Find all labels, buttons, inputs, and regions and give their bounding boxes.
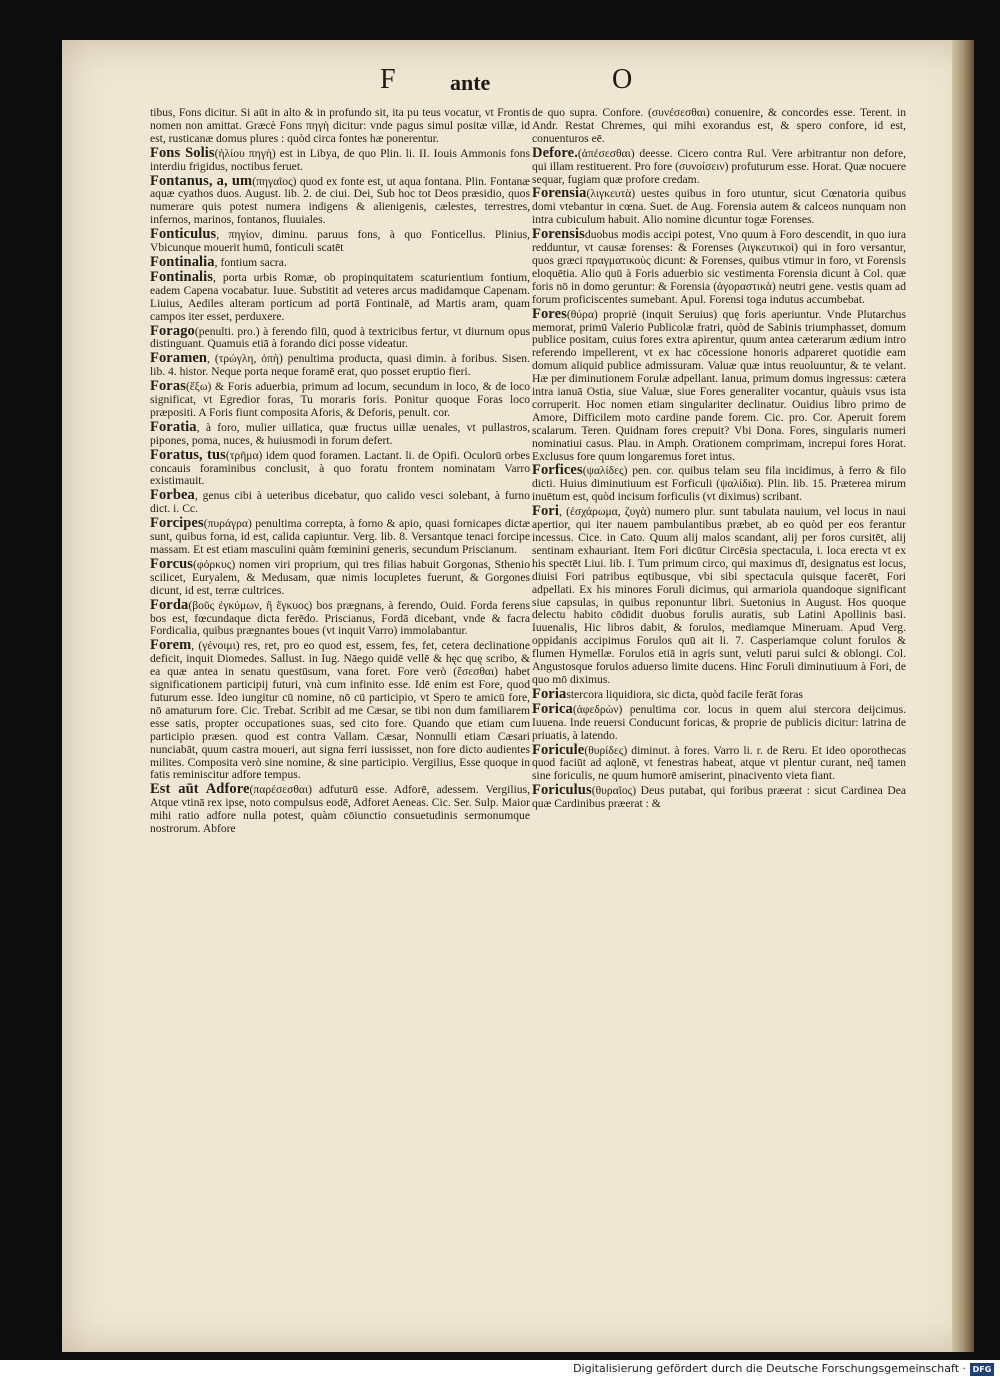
dictionary-entry (532, 187, 906, 227)
entry-headword: Forcipes (150, 515, 204, 532)
dictionary-entry (150, 144, 530, 174)
dictionary-entry (150, 268, 530, 324)
entry-headword: Forensia (532, 185, 587, 202)
left-text-column (150, 106, 530, 837)
dictionary-entry (150, 446, 530, 489)
entry-text: , (ἐσχάρωμα, ζυγὰ) numero plur. sunt tabulata nauium, vel locus in naui apertior, qui iter nauem pambulantibus præbet, ab eo quòd per eos ferantur incessus. Cice. in Cato. Quum alij malos scandant, alij per foros cursitēt, alij sentinam exhauriant. Item Fori dicūtur Circēsia spectacula, i. loca erecta vt ex his spectēt Liui. lib. I. Tum primum circo, qui maximus dī, designatus est locus, diuisi Fori patribus eqtibusque, vbi sibi spectacula quisque facerēt, Fori adpellati. Ex his minores Foruli dicimus, qui armariola quandoque significant siue capsulas, in quibus reponuntur libri. Suetonius in August. Hos quoque delectu habito cōdidit duobus forulis auratis, sub Latini Apollinis basi. Iuuenalis, Hic libros dabit, & forulos, mediamque Mineruam. Apud Verg. oppidanis accipimus Forulos quū ait li. 7. Casperiamque colunt forulos & flumen Hymellæ. Forulos etiā in agris sunt, veluti parui sulci & oblongi. Col. Angustosque forulos aduerso limite ducens. Hinc Foruli diminutiuum à Fori, de quo mō diximus. (532, 505, 906, 686)
entry-text: tibus, Fons dicitur. Si aūt in alto & in profundo sit, ita pu teus vocatur, vt Frontis nomen non amittat. Græcè Fons πηγὴ dicitur: vnde pagus simul positæ villæ, id est, rusticanæ domus plures : quòd circa fontes hæ ponerentur. (150, 106, 530, 145)
entry-headword: Foricule (532, 741, 585, 758)
dictionary-entry (150, 783, 530, 836)
entry-text: (πηγαῖος) quod ex fonte est, ut aqua fontana. Plin. Fontanæ aquæ cyathos duos. August. lib. 2. de ciui. Dei, Sub hoc tot Deos præsidio, quos numerare quis potest numera indigens & alienigenis, cælestes, terrestres, infernos, marinos, fontanos, fluuiales. (150, 174, 530, 227)
dictionary-entry (150, 489, 530, 516)
entry-headword: Fontinalis (150, 268, 214, 285)
dictionary-entry (150, 555, 530, 598)
dfg-logo: DFG (970, 1363, 994, 1376)
entry-text: (ἔξω) & Foris aduerbia, primum ad locum, secundum in loco, & de loco significat, vt Egredior foras, Tu moraris foris. Ponitur quoque Foras loco præpositi. A Foris fiunt composita Aforis, & Deforis, penult. cor. (150, 380, 530, 419)
entry-headword: Forica (532, 700, 573, 717)
entry-text: (λιγκευτὰ) uestes quibus in foro utuntur, sicut Cœnatoria quibus domi vtebantur in cœna. Suet. de Aug. Forensia autem & calceos nunquam non intra cubiculum habuit. Alio nomine dicuntur togæ Forenses. (532, 187, 906, 227)
entry-text: , porta urbis Romæ, ob propinquitatem scaturientium fontium, eadem Capena vocabatur. Iuue. Substitit ad veteres arcus madidamque Capenam. Liuius, Aediles alteram porticum ad portā Fontinalē, ad Martis aram, quam campos iter esset, perduxere. (150, 270, 530, 323)
dictionary-entry (532, 685, 906, 702)
entry-text: (τρῆμα) idem quod foramen. Lactant. li. de Opifi. Oculorū orbes concauis foraminibus conclusit, à quo foratu frontem nominatam Varro existimauit. (150, 448, 530, 488)
book-page (62, 40, 974, 1352)
entry-headword: Fons Solis (150, 144, 215, 161)
dictionary-entry (150, 596, 530, 639)
dictionary-entry (150, 228, 530, 255)
entry-text: (φόρκυς) nomen viri proprium, qui tres filias habuit Gorgonas, Sthenio scilicet, Euryalem, & Medusam, quæ nimis locupletes fuerunt, & Gorgones dicunt, id est, terræ cultrices. (150, 557, 530, 597)
running-head-word: ante (450, 70, 491, 95)
digitization-footer (0, 1360, 1000, 1380)
entry-text: (penulti. pro.) à ferendo filū, quod à textricibus fertur, vt diurnum opus distinguant. Quamuis etiā à forando dici posse videatur. (150, 324, 530, 351)
dictionary-entry (532, 505, 906, 687)
entry-headword: Fori (532, 503, 559, 520)
entry-headword: Fores (532, 305, 567, 322)
dictionary-entry (150, 380, 530, 420)
entry-headword: Fontinalia (150, 253, 215, 270)
entry-headword: Forfices (532, 462, 583, 479)
entry-text: duobus modis accipi potest, Vno quum à Foro descendit, in quo iura redduntur, vt causæ forenses: & Forenses (λιγκευτικοὶ) qui in foro versantur, quos græci πραγματικοὺς dicunt: & Forenses, quibus vtimur in foro, vt Forensis eloquētia. Alio quū à Foris aduerbio sic vestimenta Forensia dicunt à Col. quæ foris nō in domo geruntur: & Forensia (ἀγοραστικὰ) neutri gene. vestis quam ad forum proficiscentes sumebant. Apul. Forensi toga indutus accumbebat. (532, 228, 906, 306)
entry-text: (θυρίδες) diminut. à fores. Varro li. r. de Reru. Et ideo oporothecas quod faciūt ad aqlonē, vt fenestras habeat, atque vt plentur curant, neq̃ tamen sine foriculis, ne quum humorē amiserint, pinacivento vieta fiant. (532, 743, 906, 783)
entry-headword: Est aūt Adfore (150, 781, 250, 798)
entry-text: (ἀπέσεσθαι) deesse. Cicero contra Rul. Vere arbitrantur non defore, qui illam restituerent. Pro fore (συνοίσειν) profuturum esse. Horat. Quæ nocuere sequar, fugiam quæ profore credam. (532, 146, 906, 186)
entry-headword: Foria (532, 685, 567, 702)
entry-text: (βοῦς ἐγκύμων, ἢ ἔγκυος) bos prægnans, à ferendo, Ouid. Forda ferens bos est, fœcundaque dicta ferēdo. Priscianus, Fordā dicebant, vnde & facra Fordicalia, quibus prægnantes boues (vt inquit Varro) immolabantur. (150, 598, 530, 638)
entry-text: (πυράγρα) penultima correpta, à forno & apio, quasi fornicapes dictæ sunt, quibus forna, id est, calida capiuntur. Verg. lib. 8. Versantque tenaci forcipe massam. Et est etiam masculini quàm fœminini generis, secundum Priscianum. (150, 517, 530, 556)
dictionary-entry (532, 741, 906, 784)
entry-text: , (τρώγλη, ὀπὴ) penultima producta, quasi dimin. à foribus. Sisen. lib. 4. histor. Neque porta neque foramē erat, quo posset eruptio fieri. (150, 352, 530, 379)
dictionary-entry (532, 144, 906, 187)
entry-text: (ἡλίου πηγὴ) est in Libya, de quo Plin. li. II. Iouis Ammonis fons interdiu frigidus, noctibus feruet. (150, 146, 530, 173)
entry-text: , fontium sacra. (214, 255, 287, 269)
dictionary-entry (150, 418, 530, 448)
running-head-letter-right: O (612, 64, 633, 95)
entry-headword: Forensis (532, 226, 585, 243)
dictionary-entry (150, 639, 530, 782)
entry-headword: Fontanus, a, um (150, 172, 253, 189)
dictionary-entry (150, 352, 530, 379)
entry-text: , genus cibi à ueteribus dicebatur, quo calido vesci solebant, à furno dict. i. Cc. (150, 489, 530, 516)
entry-text: (θύρα) propriè (inquit Seruius) quę foris aperiuntur. Vnde Plutarchus memorat, primū Valerio Publicolæ fratri, quòd de Sabinis triumphasset, domum publice positam, cuius fores extra apirentur, quum antea cæterarum ædium intro referendo impellerent, vt ex hac cōcessione honoris adpareret quotidie eam domum aliquid publice admissuram. Valuæ quæ intus reuoluuntur, & te velant. Hæ per diminutionem Forulæ adpellant. Ianua, primum domus ingressus: cætera intra ianuā Ostia, siue Valuæ, siue Fores generaliter vocantur, quàuis vsus ista corruperit. Hoc nomen etiam singulariter declinatur. Ouidius libro primo de Amore, Difficilem moto cardine pande forem. Cic. pro. Cor. Aperuit forem scalarum. Teren. Quidnam fores crepuit? Vbi Dona. Fores, singularis numeri nominatiui casus. Plau. in Amph. Orationem comprimam, increpui fores Horat. Exclusus fore quum longaremus foret intus. (532, 307, 906, 463)
entry-headword: Fonticulus (150, 226, 217, 243)
entry-text: (ψαλίδες) pen. cor. quibus telam seu fila incidimus, à ferro & filo dicti. Huius diminutiuum est Forficuli (ψαλίδια). Plin. lib. 15. Præterea mirum inuētum est, quòd incisum forficulis (vt diximus) scribant. (532, 464, 906, 504)
entry-headword: Foratia (150, 418, 197, 435)
entry-text: , πηγίον, diminu. paruus fons, à quo Fonticellus. Plinius, Vbicunque mouerit humū, fonticuli scatēt (150, 228, 530, 255)
entry-headword: Foras (150, 378, 186, 395)
dictionary-entry (532, 106, 906, 146)
running-head (62, 64, 974, 96)
dictionary-entry (150, 106, 530, 146)
entry-headword: Forcus (150, 555, 194, 572)
dictionary-entry (532, 700, 906, 743)
entry-text: (ἀφεδρὼν) penultima cor. locus in quem alui stercora deijcimus. Iuuena. Inde reuersi Conducunt foricas, & proprie de publicis dicitur: latrina de priuatis, à latendo. (532, 702, 906, 742)
entry-headword: Forda (150, 596, 189, 613)
entry-headword: Forbea (150, 487, 195, 504)
dictionary-entry (150, 172, 530, 228)
page-edge (952, 40, 974, 1352)
dictionary-entry (532, 464, 906, 504)
right-text-column (532, 106, 906, 812)
entry-headword: Foratus, tus (150, 446, 226, 463)
entry-text: (παρέσεσθαι) adfuturū esse. Adforē, adessem. Vergilius, Atque vtinā rex ipse, noto compulsus eodē, Adforet Aeneas. Cic. Ser. Sulp. Maior mihi ratio adfore nulla potest, quàm cōiunctio consuetudinis sermonumque nostrorum. Abfore (150, 783, 531, 836)
entry-headword: Foriculus (532, 782, 592, 799)
entry-text: , à foro, mulier uillatica, quæ fructus uillæ uenales, vt pullastros, pipones, poma, nuces, & huiusmodi in forum defert. (150, 420, 530, 447)
entry-text: , (γένοιμι) res, ret, pro eo quod est, essem, fes, fet, cetera declinatione deficit, inquit Diomedes. Sallust. in Iug. Nāego quidē vellē & hęc quę scribo, & ea quæ antea in senatu questūsum, vana foret. Fore verò (ἔσεσθαι) habet significationem participij futuri, vnà cum infinito esse. Idē enim est Fore, quod futurum esse. Ideo iungitur cū nomine, nō cū participio, vt Spero te amicū fore, nō amaturum fore. Cic. Trebat. Scribit ad me Cæsar, se tibi non dum familiarem esse satis, propter occupationes suas, sed cito fore. Quando que etiam cum participio præsen. quod est contra Vallam. Cæsar, Nonnulli etiam Cæsari nunciabāt, quum castra moueri, aut signa ferri iussisset, non fore dicto audientes milites. Composita verò sine nomine, & sine participio. Vergilius, Esse quoque in fatis reminiscitur adfore tempus. (150, 639, 530, 782)
dictionary-entry (150, 253, 530, 270)
entry-text: (θυραῖος) Deus putabat, qui foribus præerat : sicut Cardinea Dea quæ Cardinibus præerat : & (532, 784, 906, 811)
dictionary-entry (532, 784, 906, 811)
dictionary-entry (150, 322, 530, 352)
dictionary-entry (532, 305, 906, 464)
entry-headword: Defore. (532, 144, 578, 161)
running-head-letter-left: F (380, 64, 396, 95)
dictionary-entry (532, 228, 906, 306)
entry-text: de quo supra. Confore. (συνέσεσθαι) conuenire, & concordes esse. Terent. in Andr. Restat Chremes, qui mihi exorandus est, & spero confore, id est, conuenturos eē. (532, 106, 906, 145)
dictionary-entry (150, 517, 530, 557)
entry-headword: Forem (150, 637, 192, 654)
footer-credit: Digitalisierung gefördert durch die Deutsche Forschungsgemeinschaft · (573, 1362, 966, 1375)
entry-headword: Foramen (150, 350, 208, 367)
entry-headword: Forago (150, 322, 195, 339)
entry-text: stercora liquidiora, sic dicta, quòd facile ferāt foras (566, 687, 803, 701)
